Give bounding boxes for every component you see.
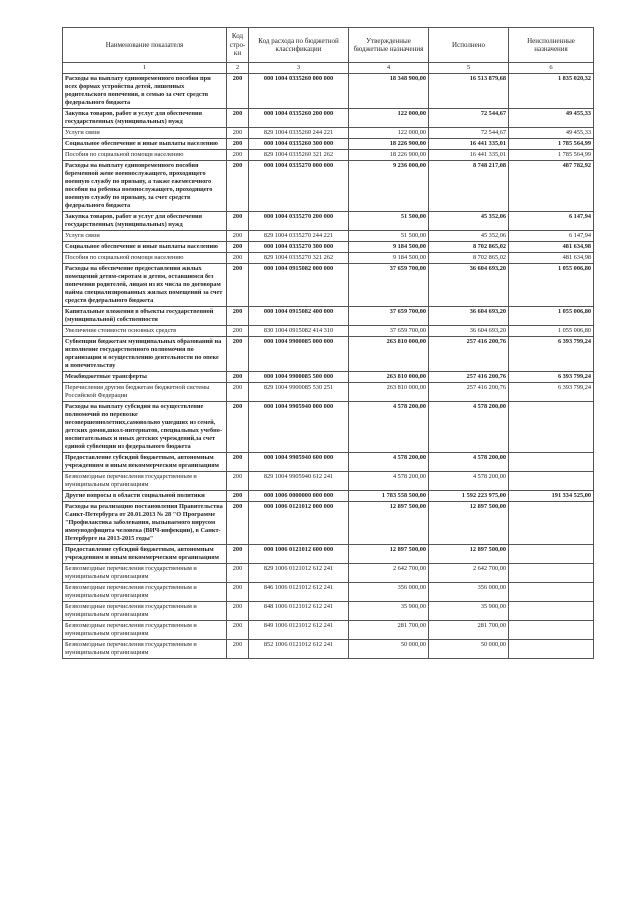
classification-code-cell: 848 1006 0121012 612 241 bbox=[249, 602, 349, 621]
indicator-name-cell: Расходы на выплату единовременного пособия беременной жене военнослужащего, проходящего военную службу по призыву, а также ежемесячного пособия на ребенка военнослужащего, проходящего военную службу по призыву, за счет средств федерального бюджета bbox=[63, 161, 227, 212]
indicator-name-cell: Услуги связи bbox=[63, 128, 227, 139]
indicator-name-cell: Расходы на реализацию постановления Правительства Санкт-Петербурга от 20.01.2013 № 28 "О Программе "Профилактика заболевания, вызываемого вирусом иммунодефицита человека (ВИЧ-инфекции), в Санкт-Петербурге на 2013-2015 годы" bbox=[63, 502, 227, 545]
table-row bbox=[63, 150, 594, 161]
executed-amount-cell: 281 700,00 bbox=[429, 621, 509, 640]
table-row bbox=[63, 161, 594, 212]
classification-code-cell: 000 1004 0915082 000 000 bbox=[249, 264, 349, 307]
header-unexecuted: Неисполненные назначения bbox=[509, 28, 594, 63]
executed-amount-cell: 8 748 217,08 bbox=[429, 161, 509, 212]
line-code-cell: 200 bbox=[227, 564, 249, 583]
approved-amount-cell: 37 659 700,00 bbox=[349, 326, 429, 337]
unexecuted-amount-cell: 481 634,98 bbox=[509, 242, 594, 253]
classification-code-cell: 852 1006 0121012 612 241 bbox=[249, 640, 349, 659]
line-code-cell: 200 bbox=[227, 402, 249, 453]
unexecuted-amount-cell bbox=[509, 545, 594, 564]
line-code-cell: 200 bbox=[227, 264, 249, 307]
indicator-name-cell: Расходы на выплату субсидии на осуществление полномочий по перевозке несовершеннолетних,самовольно ушедших из семей, детских домов,школ-интернатов, специальных учебно-воспитательных и иных детских учреждений,за счет единой субвенции из федерального бюджета bbox=[63, 402, 227, 453]
table-row bbox=[63, 109, 594, 128]
classification-code-cell: 000 1004 9905940 600 000 bbox=[249, 453, 349, 472]
indicator-name-cell: Субвенции бюджетам муниципальных образований на исполнение государственного полномочия по организации и осуществлению деятельности по опеке и попечительству bbox=[63, 337, 227, 372]
column-number: 5 bbox=[429, 63, 509, 74]
column-number: 1 bbox=[63, 63, 227, 74]
approved-amount-cell: 51 500,00 bbox=[349, 212, 429, 231]
line-code-cell: 200 bbox=[227, 212, 249, 231]
table-row bbox=[63, 326, 594, 337]
line-code-cell: 200 bbox=[227, 502, 249, 545]
column-number: 3 bbox=[249, 63, 349, 74]
unexecuted-amount-cell: 6 393 799,24 bbox=[509, 383, 594, 402]
table-body bbox=[63, 74, 594, 659]
approved-amount-cell: 356 000,00 bbox=[349, 583, 429, 602]
executed-amount-cell: 4 578 200,00 bbox=[429, 472, 509, 491]
classification-code-cell: 000 1006 0000000 000 000 bbox=[249, 491, 349, 502]
indicator-name-cell: Закупка товаров, работ и услуг для обеспечения государственных (муниципальных) нужд bbox=[63, 109, 227, 128]
table-row bbox=[63, 242, 594, 253]
classification-code-cell: 830 1004 0915082 414 310 bbox=[249, 326, 349, 337]
unexecuted-amount-cell: 1 785 564,99 bbox=[509, 150, 594, 161]
table-row bbox=[63, 402, 594, 453]
indicator-name-cell: Пособия по социальной помощи населению bbox=[63, 253, 227, 264]
classification-code-cell: 846 1006 0121012 612 241 bbox=[249, 583, 349, 602]
line-code-cell: 200 bbox=[227, 383, 249, 402]
header-indicator-name: Наименование показателя bbox=[63, 28, 227, 63]
indicator-name-cell: Перечисления другим бюджетам бюджетной системы Российской Федерации bbox=[63, 383, 227, 402]
approved-amount-cell: 12 897 500,00 bbox=[349, 545, 429, 564]
approved-amount-cell: 50 000,00 bbox=[349, 640, 429, 659]
classification-code-cell: 829 1004 9900085 530 251 bbox=[249, 383, 349, 402]
line-code-cell: 200 bbox=[227, 74, 249, 109]
indicator-name-cell: Капитальные вложения в объекты государственной (муниципальной) собственности bbox=[63, 307, 227, 326]
approved-amount-cell: 2 642 700,00 bbox=[349, 564, 429, 583]
executed-amount-cell: 257 416 200,76 bbox=[429, 383, 509, 402]
table-row bbox=[63, 212, 594, 231]
executed-amount-cell: 36 604 693,20 bbox=[429, 326, 509, 337]
approved-amount-cell: 51 500,00 bbox=[349, 231, 429, 242]
table-row bbox=[63, 307, 594, 326]
line-code-cell: 200 bbox=[227, 472, 249, 491]
classification-code-cell: 000 1004 0915082 400 000 bbox=[249, 307, 349, 326]
approved-amount-cell: 18 226 900,00 bbox=[349, 150, 429, 161]
unexecuted-amount-cell: 1 055 006,80 bbox=[509, 326, 594, 337]
indicator-name-cell: Услуги связи bbox=[63, 231, 227, 242]
unexecuted-amount-cell bbox=[509, 453, 594, 472]
approved-amount-cell: 4 578 200,00 bbox=[349, 402, 429, 453]
indicator-name-cell: Безвозмездные перечисления государственным и муниципальным организациям bbox=[63, 583, 227, 602]
unexecuted-amount-cell: 1 835 020,32 bbox=[509, 74, 594, 109]
classification-code-cell: 000 1006 0121012 000 000 bbox=[249, 502, 349, 545]
approved-amount-cell: 263 810 000,00 bbox=[349, 372, 429, 383]
table-row bbox=[63, 128, 594, 139]
classification-code-cell: 849 1006 0121012 612 241 bbox=[249, 621, 349, 640]
executed-amount-cell: 257 416 200,76 bbox=[429, 372, 509, 383]
table-row bbox=[63, 453, 594, 472]
unexecuted-amount-cell: 49 455,33 bbox=[509, 128, 594, 139]
table-row bbox=[63, 372, 594, 383]
indicator-name-cell: Безвозмездные перечисления государственным и муниципальным организациям bbox=[63, 564, 227, 583]
table-row bbox=[63, 491, 594, 502]
approved-amount-cell: 1 783 558 500,00 bbox=[349, 491, 429, 502]
unexecuted-amount-cell: 49 455,33 bbox=[509, 109, 594, 128]
approved-amount-cell: 122 000,00 bbox=[349, 109, 429, 128]
approved-amount-cell: 4 578 200,00 bbox=[349, 472, 429, 491]
approved-amount-cell: 263 810 000,00 bbox=[349, 337, 429, 372]
classification-code-cell: 000 1004 0335260 000 000 bbox=[249, 74, 349, 109]
unexecuted-amount-cell: 1 055 006,80 bbox=[509, 307, 594, 326]
unexecuted-amount-cell: 487 782,92 bbox=[509, 161, 594, 212]
executed-amount-cell: 72 544,67 bbox=[429, 109, 509, 128]
indicator-name-cell: Безвозмездные перечисления государственным и муниципальным организациям bbox=[63, 621, 227, 640]
executed-amount-cell: 50 000,00 bbox=[429, 640, 509, 659]
unexecuted-amount-cell: 6 393 799,24 bbox=[509, 372, 594, 383]
table-row bbox=[63, 621, 594, 640]
unexecuted-amount-cell: 6 393 799,24 bbox=[509, 337, 594, 372]
executed-amount-cell: 12 897 500,00 bbox=[429, 502, 509, 545]
unexecuted-amount-cell bbox=[509, 640, 594, 659]
executed-amount-cell: 36 604 693,20 bbox=[429, 264, 509, 307]
executed-amount-cell: 356 000,00 bbox=[429, 583, 509, 602]
approved-amount-cell: 18 226 900,00 bbox=[349, 139, 429, 150]
unexecuted-amount-cell: 1 785 564,99 bbox=[509, 139, 594, 150]
executed-amount-cell: 16 513 879,68 bbox=[429, 74, 509, 109]
table-row bbox=[63, 640, 594, 659]
executed-amount-cell: 45 352,06 bbox=[429, 212, 509, 231]
unexecuted-amount-cell: 481 634,98 bbox=[509, 253, 594, 264]
approved-amount-cell: 263 810 000,00 bbox=[349, 383, 429, 402]
unexecuted-amount-cell bbox=[509, 402, 594, 453]
table-header-row bbox=[63, 28, 594, 63]
indicator-name-cell: Расходы на выплату единовременного пособия при всех формах устройства детей, лишенных родительского попечения, в семью за счет средств федерального бюджета bbox=[63, 74, 227, 109]
indicator-name-cell: Расходы на обеспечение предоставления жилых помещений детям-сиротам и детям, оставшимся без попечения родителей, лицам из их числа по договорам найма специализированных жилых помещений за счет средств федерального бюджета bbox=[63, 264, 227, 307]
unexecuted-amount-cell: 6 147,94 bbox=[509, 212, 594, 231]
table-row bbox=[63, 545, 594, 564]
classification-code-cell: 000 1004 0335270 200 000 bbox=[249, 212, 349, 231]
classification-code-cell: 000 1004 0335260 300 000 bbox=[249, 139, 349, 150]
executed-amount-cell: 72 544,67 bbox=[429, 128, 509, 139]
executed-amount-cell: 36 604 693,20 bbox=[429, 307, 509, 326]
header-line-code: Код стро-ки bbox=[227, 28, 249, 63]
executed-amount-cell: 16 441 335,01 bbox=[429, 139, 509, 150]
classification-code-cell: 000 1004 0335260 200 000 bbox=[249, 109, 349, 128]
executed-amount-cell: 16 441 335,01 bbox=[429, 150, 509, 161]
table-row bbox=[63, 602, 594, 621]
line-code-cell: 200 bbox=[227, 326, 249, 337]
table-row bbox=[63, 74, 594, 109]
approved-amount-cell: 122 000,00 bbox=[349, 128, 429, 139]
line-code-cell: 200 bbox=[227, 161, 249, 212]
executed-amount-cell: 4 578 200,00 bbox=[429, 453, 509, 472]
header-budget-classification-code: Код расхода по бюджетной классификации bbox=[249, 28, 349, 63]
indicator-name-cell: Другие вопросы в области социальной политики bbox=[63, 491, 227, 502]
line-code-cell: 200 bbox=[227, 307, 249, 326]
classification-code-cell: 829 1004 0335260 321 262 bbox=[249, 150, 349, 161]
line-code-cell: 200 bbox=[227, 583, 249, 602]
line-code-cell: 200 bbox=[227, 242, 249, 253]
executed-amount-cell: 257 416 200,76 bbox=[429, 337, 509, 372]
line-code-cell: 200 bbox=[227, 453, 249, 472]
line-code-cell: 200 bbox=[227, 128, 249, 139]
unexecuted-amount-cell bbox=[509, 583, 594, 602]
executed-amount-cell: 8 702 865,02 bbox=[429, 242, 509, 253]
table-row bbox=[63, 383, 594, 402]
indicator-name-cell: Предоставление субсидий бюджетным, автономным учреждениям и иным некоммерческим организациям bbox=[63, 453, 227, 472]
executed-amount-cell: 35 900,00 bbox=[429, 602, 509, 621]
approved-amount-cell: 12 897 500,00 bbox=[349, 502, 429, 545]
approved-amount-cell: 9 236 000,00 bbox=[349, 161, 429, 212]
approved-amount-cell: 4 578 200,00 bbox=[349, 453, 429, 472]
classification-code-cell: 000 1004 0335270 000 000 bbox=[249, 161, 349, 212]
indicator-name-cell: Безвозмездные перечисления государственным и муниципальным организациям bbox=[63, 472, 227, 491]
classification-code-cell: 000 1004 9900085 500 000 bbox=[249, 372, 349, 383]
executed-amount-cell: 8 702 865,02 bbox=[429, 253, 509, 264]
column-numbers-row bbox=[63, 63, 594, 74]
classification-code-cell: 829 1004 9905940 612 241 bbox=[249, 472, 349, 491]
unexecuted-amount-cell bbox=[509, 621, 594, 640]
unexecuted-amount-cell: 1 055 006,80 bbox=[509, 264, 594, 307]
line-code-cell: 200 bbox=[227, 109, 249, 128]
classification-code-cell: 829 1006 0121012 612 241 bbox=[249, 564, 349, 583]
classification-code-cell: 829 1004 0335260 244 221 bbox=[249, 128, 349, 139]
classification-code-cell: 000 1004 0335270 300 000 bbox=[249, 242, 349, 253]
indicator-name-cell: Социальное обеспечение и иные выплаты населению bbox=[63, 242, 227, 253]
executed-amount-cell: 4 578 200,00 bbox=[429, 402, 509, 453]
unexecuted-amount-cell bbox=[509, 564, 594, 583]
line-code-cell: 200 bbox=[227, 139, 249, 150]
table-row bbox=[63, 583, 594, 602]
executed-amount-cell: 2 642 700,00 bbox=[429, 564, 509, 583]
approved-amount-cell: 37 659 700,00 bbox=[349, 307, 429, 326]
classification-code-cell: 000 1006 0121012 600 000 bbox=[249, 545, 349, 564]
indicator-name-cell: Безвозмездные перечисления государственным и муниципальным организациям bbox=[63, 602, 227, 621]
indicator-name-cell: Социальное обеспечение и иные выплаты населению bbox=[63, 139, 227, 150]
indicator-name-cell: Предоставление субсидий бюджетным, автономным учреждениям и иным некоммерческим организациям bbox=[63, 545, 227, 564]
budget-report-page bbox=[62, 27, 593, 659]
table-row bbox=[63, 472, 594, 491]
header-executed: Исполнено bbox=[429, 28, 509, 63]
table-row bbox=[63, 502, 594, 545]
indicator-name-cell: Увеличение стоимости основных средств bbox=[63, 326, 227, 337]
unexecuted-amount-cell bbox=[509, 502, 594, 545]
header-approved-appropriations: Утвержденные бюджетные назначения bbox=[349, 28, 429, 63]
executed-amount-cell: 12 897 500,00 bbox=[429, 545, 509, 564]
column-number: 6 bbox=[509, 63, 594, 74]
line-code-cell: 200 bbox=[227, 640, 249, 659]
approved-amount-cell: 281 700,00 bbox=[349, 621, 429, 640]
indicator-name-cell: Безвозмездные перечисления государственным и муниципальным организациям bbox=[63, 640, 227, 659]
line-code-cell: 200 bbox=[227, 231, 249, 242]
approved-amount-cell: 37 659 700,00 bbox=[349, 264, 429, 307]
table-row bbox=[63, 564, 594, 583]
line-code-cell: 200 bbox=[227, 372, 249, 383]
indicator-name-cell: Межбюджетные трансферты bbox=[63, 372, 227, 383]
line-code-cell: 200 bbox=[227, 602, 249, 621]
approved-amount-cell: 35 900,00 bbox=[349, 602, 429, 621]
line-code-cell: 200 bbox=[227, 545, 249, 564]
executed-amount-cell: 45 352,06 bbox=[429, 231, 509, 242]
column-number: 2 bbox=[227, 63, 249, 74]
table-row bbox=[63, 337, 594, 372]
indicator-name-cell: Пособия по социальной помощи населению bbox=[63, 150, 227, 161]
unexecuted-amount-cell bbox=[509, 602, 594, 621]
line-code-cell: 200 bbox=[227, 150, 249, 161]
approved-amount-cell: 18 348 900,00 bbox=[349, 74, 429, 109]
line-code-cell: 200 bbox=[227, 621, 249, 640]
classification-code-cell: 000 1004 9900085 000 000 bbox=[249, 337, 349, 372]
indicator-name-cell: Закупка товаров, работ и услуг для обеспечения государственных (муниципальных) нужд bbox=[63, 212, 227, 231]
table-row bbox=[63, 231, 594, 242]
table-row bbox=[63, 264, 594, 307]
classification-code-cell: 829 1004 0335270 244 221 bbox=[249, 231, 349, 242]
column-number: 4 bbox=[349, 63, 429, 74]
unexecuted-amount-cell: 6 147,94 bbox=[509, 231, 594, 242]
approved-amount-cell: 9 184 500,00 bbox=[349, 242, 429, 253]
line-code-cell: 200 bbox=[227, 253, 249, 264]
approved-amount-cell: 9 184 500,00 bbox=[349, 253, 429, 264]
unexecuted-amount-cell bbox=[509, 472, 594, 491]
table-row bbox=[63, 139, 594, 150]
classification-code-cell: 000 1004 9905940 000 000 bbox=[249, 402, 349, 453]
unexecuted-amount-cell: 191 334 525,00 bbox=[509, 491, 594, 502]
executed-amount-cell: 1 592 223 975,00 bbox=[429, 491, 509, 502]
budget-execution-table bbox=[62, 27, 594, 659]
line-code-cell: 200 bbox=[227, 491, 249, 502]
classification-code-cell: 829 1004 0335270 321 262 bbox=[249, 253, 349, 264]
table-row bbox=[63, 253, 594, 264]
line-code-cell: 200 bbox=[227, 337, 249, 372]
